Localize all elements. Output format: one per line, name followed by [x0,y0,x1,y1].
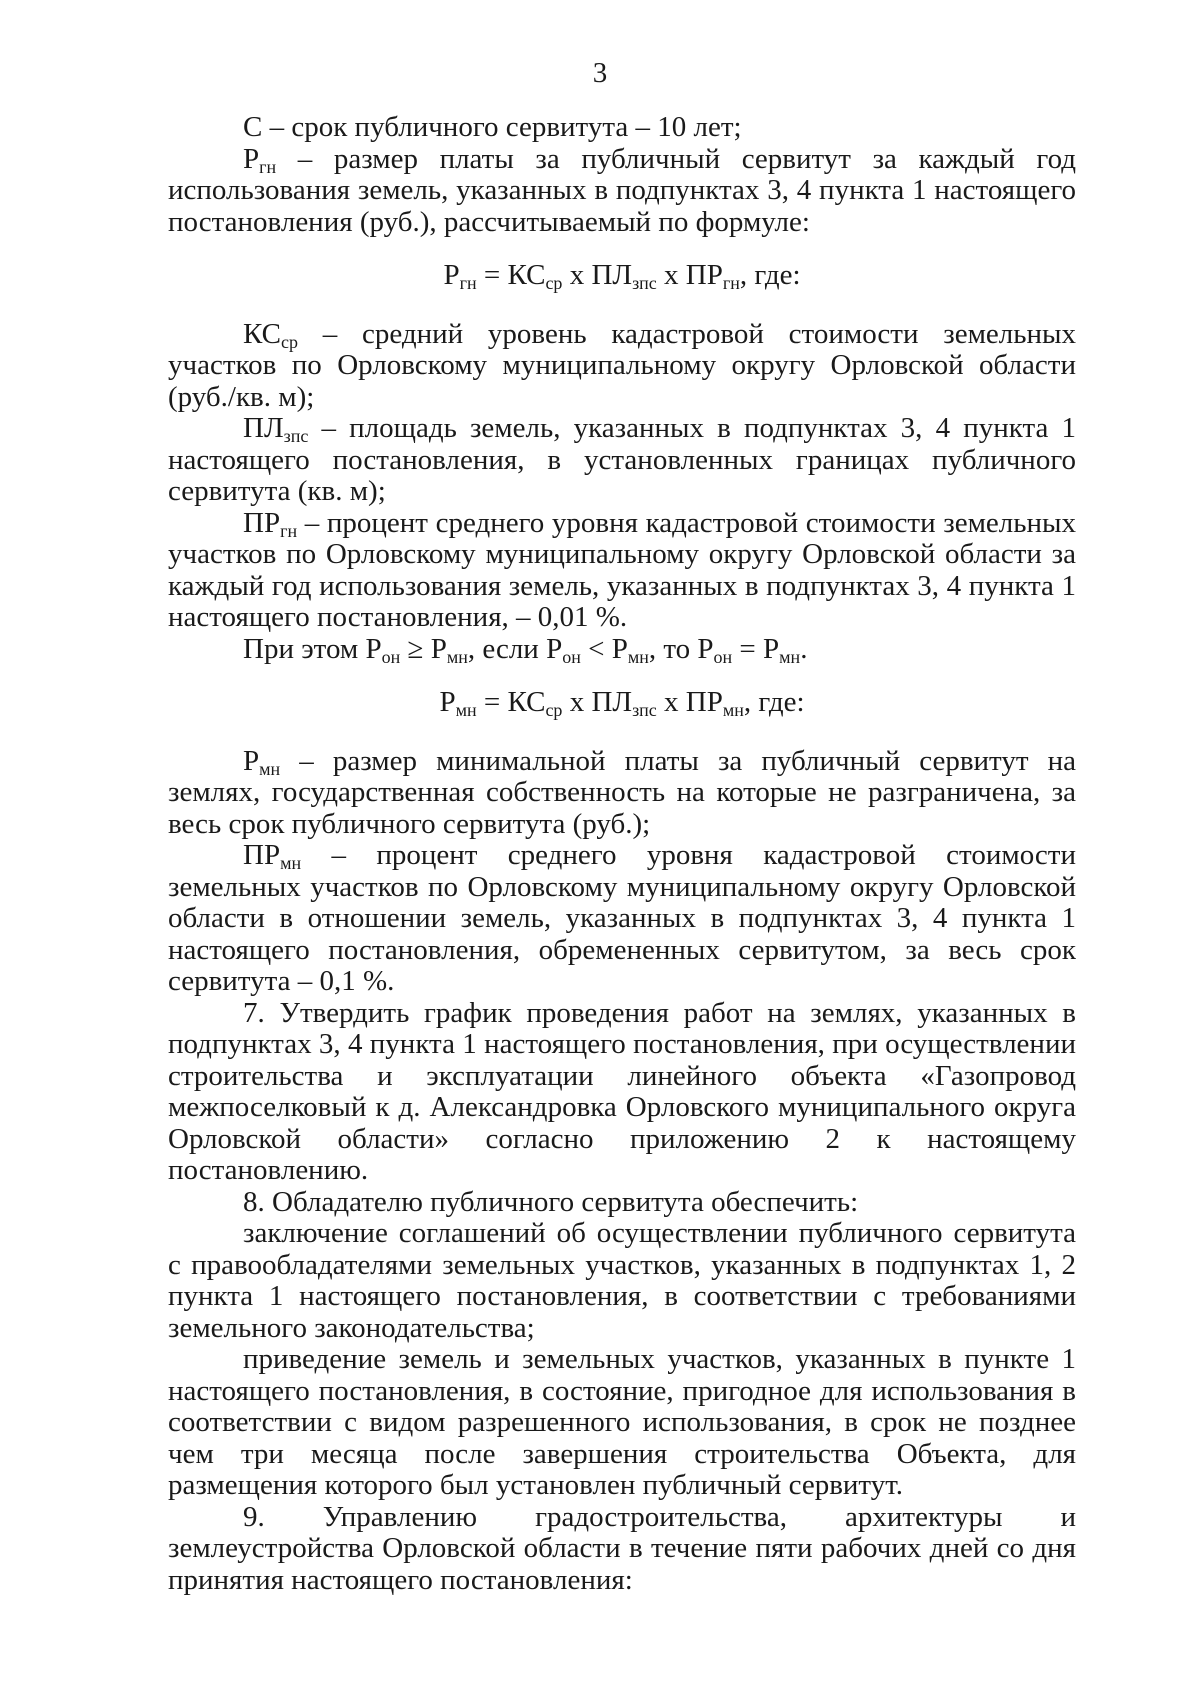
formula-part: х ПЛ [562,259,633,291]
paragraph-text: – средний уровень кадастровой стоимости земельных участков по Орловскому муниципальному округу Орловской области (руб./кв. м); [168,317,1076,413]
formula-part: = КС [476,686,546,718]
formula-part: х ПР [656,686,723,718]
symbol-subscript: мн [259,758,281,779]
page-number: 3 [592,57,608,89]
paragraph-text: – процент среднего уровня кадастровой стоимости земельных участков по Орловскому муниципальному округу Орловской области в отношении земель, указанных в подпунктах 3, 4 пункта 1 настоящего постановления, обремененных сервитутом, за весь срок сервитута – 0,1 %. [168,839,1076,997]
paragraph-text: – размер минимальной платы за публичный сервитут на землях, государственная собственность на которые не разграничена, за весь срок публичного сервитута (руб.); [168,744,1076,840]
symbol-subscript: гн [259,156,277,177]
symbol: ПР [243,839,281,871]
paragraph-condition [168,634,1076,666]
symbol-subscript: мн [280,853,302,873]
symbol: Р [243,142,260,175]
formula-subscript: зпс [632,273,657,293]
formula-part: Р [439,686,456,718]
paragraph-text: 7. Утвердить график проведения работ на землях, указанных в подпунктах 3, 4 пункта 1 настоящего постановления, при осуществлении строительства и эксплуатации линейного объекта «Газопровод межпоселковый к д. Александровка Орловского муниципального округа Орловской области» согласно приложению 2 к настоящему постановлению. [168,996,1076,1186]
formula-subscript: ср [545,700,563,720]
condition-subscript: мн [779,646,801,667]
paragraph-item-8-agreements [168,1218,1076,1344]
paragraph-text: заключение соглашений об осуществлении публичного сервитута с правообладателями земельных участков, указанных в подпунктах 1, 2 пункта 1 настоящего постановления, в соответствии с требованиями земельного законодательства; [168,1217,1076,1344]
formula-subscript: гн [722,273,740,293]
condition-part: = Р [732,632,780,665]
paragraph-item-8 [168,1187,1076,1219]
symbol-subscript: ср [280,331,298,352]
paragraph-item-9 [168,1502,1076,1597]
condition-part: ≥ Р [400,632,447,665]
symbol: Р [243,744,260,777]
paragraph-pl-definition [168,413,1076,508]
formula-part: = КС [476,259,546,291]
paragraph-term-duration [168,112,1076,144]
condition-subscript: мн [446,646,468,667]
formula-subscript: мн [722,700,744,720]
formula-part: Р [443,259,460,291]
paragraph-pr-mn-definition [168,840,1076,998]
formula-part: х ПЛ [562,686,633,718]
formula-part: , где: [743,686,805,718]
condition-subscript: он [381,646,401,667]
paragraph-text: 9. Управлению градостроительства, архитектуры и землеустройства Орловской области в течение пяти рабочих дней со дня принятия настоящего постановления: [168,1500,1076,1596]
symbol: ПР [243,506,281,539]
formula-subscript: зпс [632,700,657,720]
condition-part: , если Р [467,632,563,665]
paragraph-text: 8. Обладателю публичного сервитута обеспечить: [243,1185,859,1218]
condition-subscript: он [713,646,733,667]
condition-part: При этом Р [243,632,382,665]
condition-part: . [800,632,808,665]
formula-part: , где: [739,259,801,291]
paragraph-text: – процент среднего уровня кадастровой стоимости земельных участков по Орловскому муниципальному округу Орловской области за каждый год использования земель, указанных в подпунктах 3, 4 пункта 1 настоящего постановления, – 0,01 %. [168,506,1076,633]
paragraph-item-8-restoration [168,1344,1076,1502]
paragraph-text: приведение земель и земельных участков, указанных в пункте 1 настоящего постановления, в состояние, пригодное для использования в соответствии с видом разрешенного использования, в срок не позднее чем три месяца после завершения строительства Объекта, для размещения которого был установлен публичный сервитут. [168,1343,1076,1501]
symbol: КС [243,317,281,350]
condition-part: < Р [580,632,628,665]
symbol: ПЛ [243,412,284,444]
paragraph-text: – размер платы за публичный сервитут за каждый год использования земель, указанных в подпунктах 3, 4 пункта 1 настоящего постановления (руб.), рассчитываемый по формуле: [168,142,1076,238]
paragraph-annual-fee-definition [168,144,1076,239]
formula-subscript: гн [459,273,477,293]
formula-part: х ПР [656,259,723,291]
paragraph-pr-gn-definition [168,508,1076,634]
symbol-subscript: гн [280,520,298,541]
paragraph-ks-definition [168,319,1076,414]
formula-annual-fee [168,260,1076,292]
formula-subscript: мн [455,700,477,720]
condition-subscript: он [562,646,581,667]
paragraph-text: С – срок публичного сервитута – 10 лет; [243,111,742,143]
condition-subscript: мн [627,646,649,667]
paragraph-item-7 [168,998,1076,1187]
formula-minimum-fee [168,687,1076,719]
document-body [168,112,1076,1596]
paragraph-text: – площадь земель, указанных в подпунктах 3, 4 пункта 1 настоящего постановления, в установленных границах публичного сервитута (кв. м); [168,412,1076,507]
paragraph-min-fee-definition [168,746,1076,841]
formula-subscript: ср [545,273,563,293]
condition-part: , то Р [648,632,714,665]
symbol-subscript: зпс [283,426,309,446]
